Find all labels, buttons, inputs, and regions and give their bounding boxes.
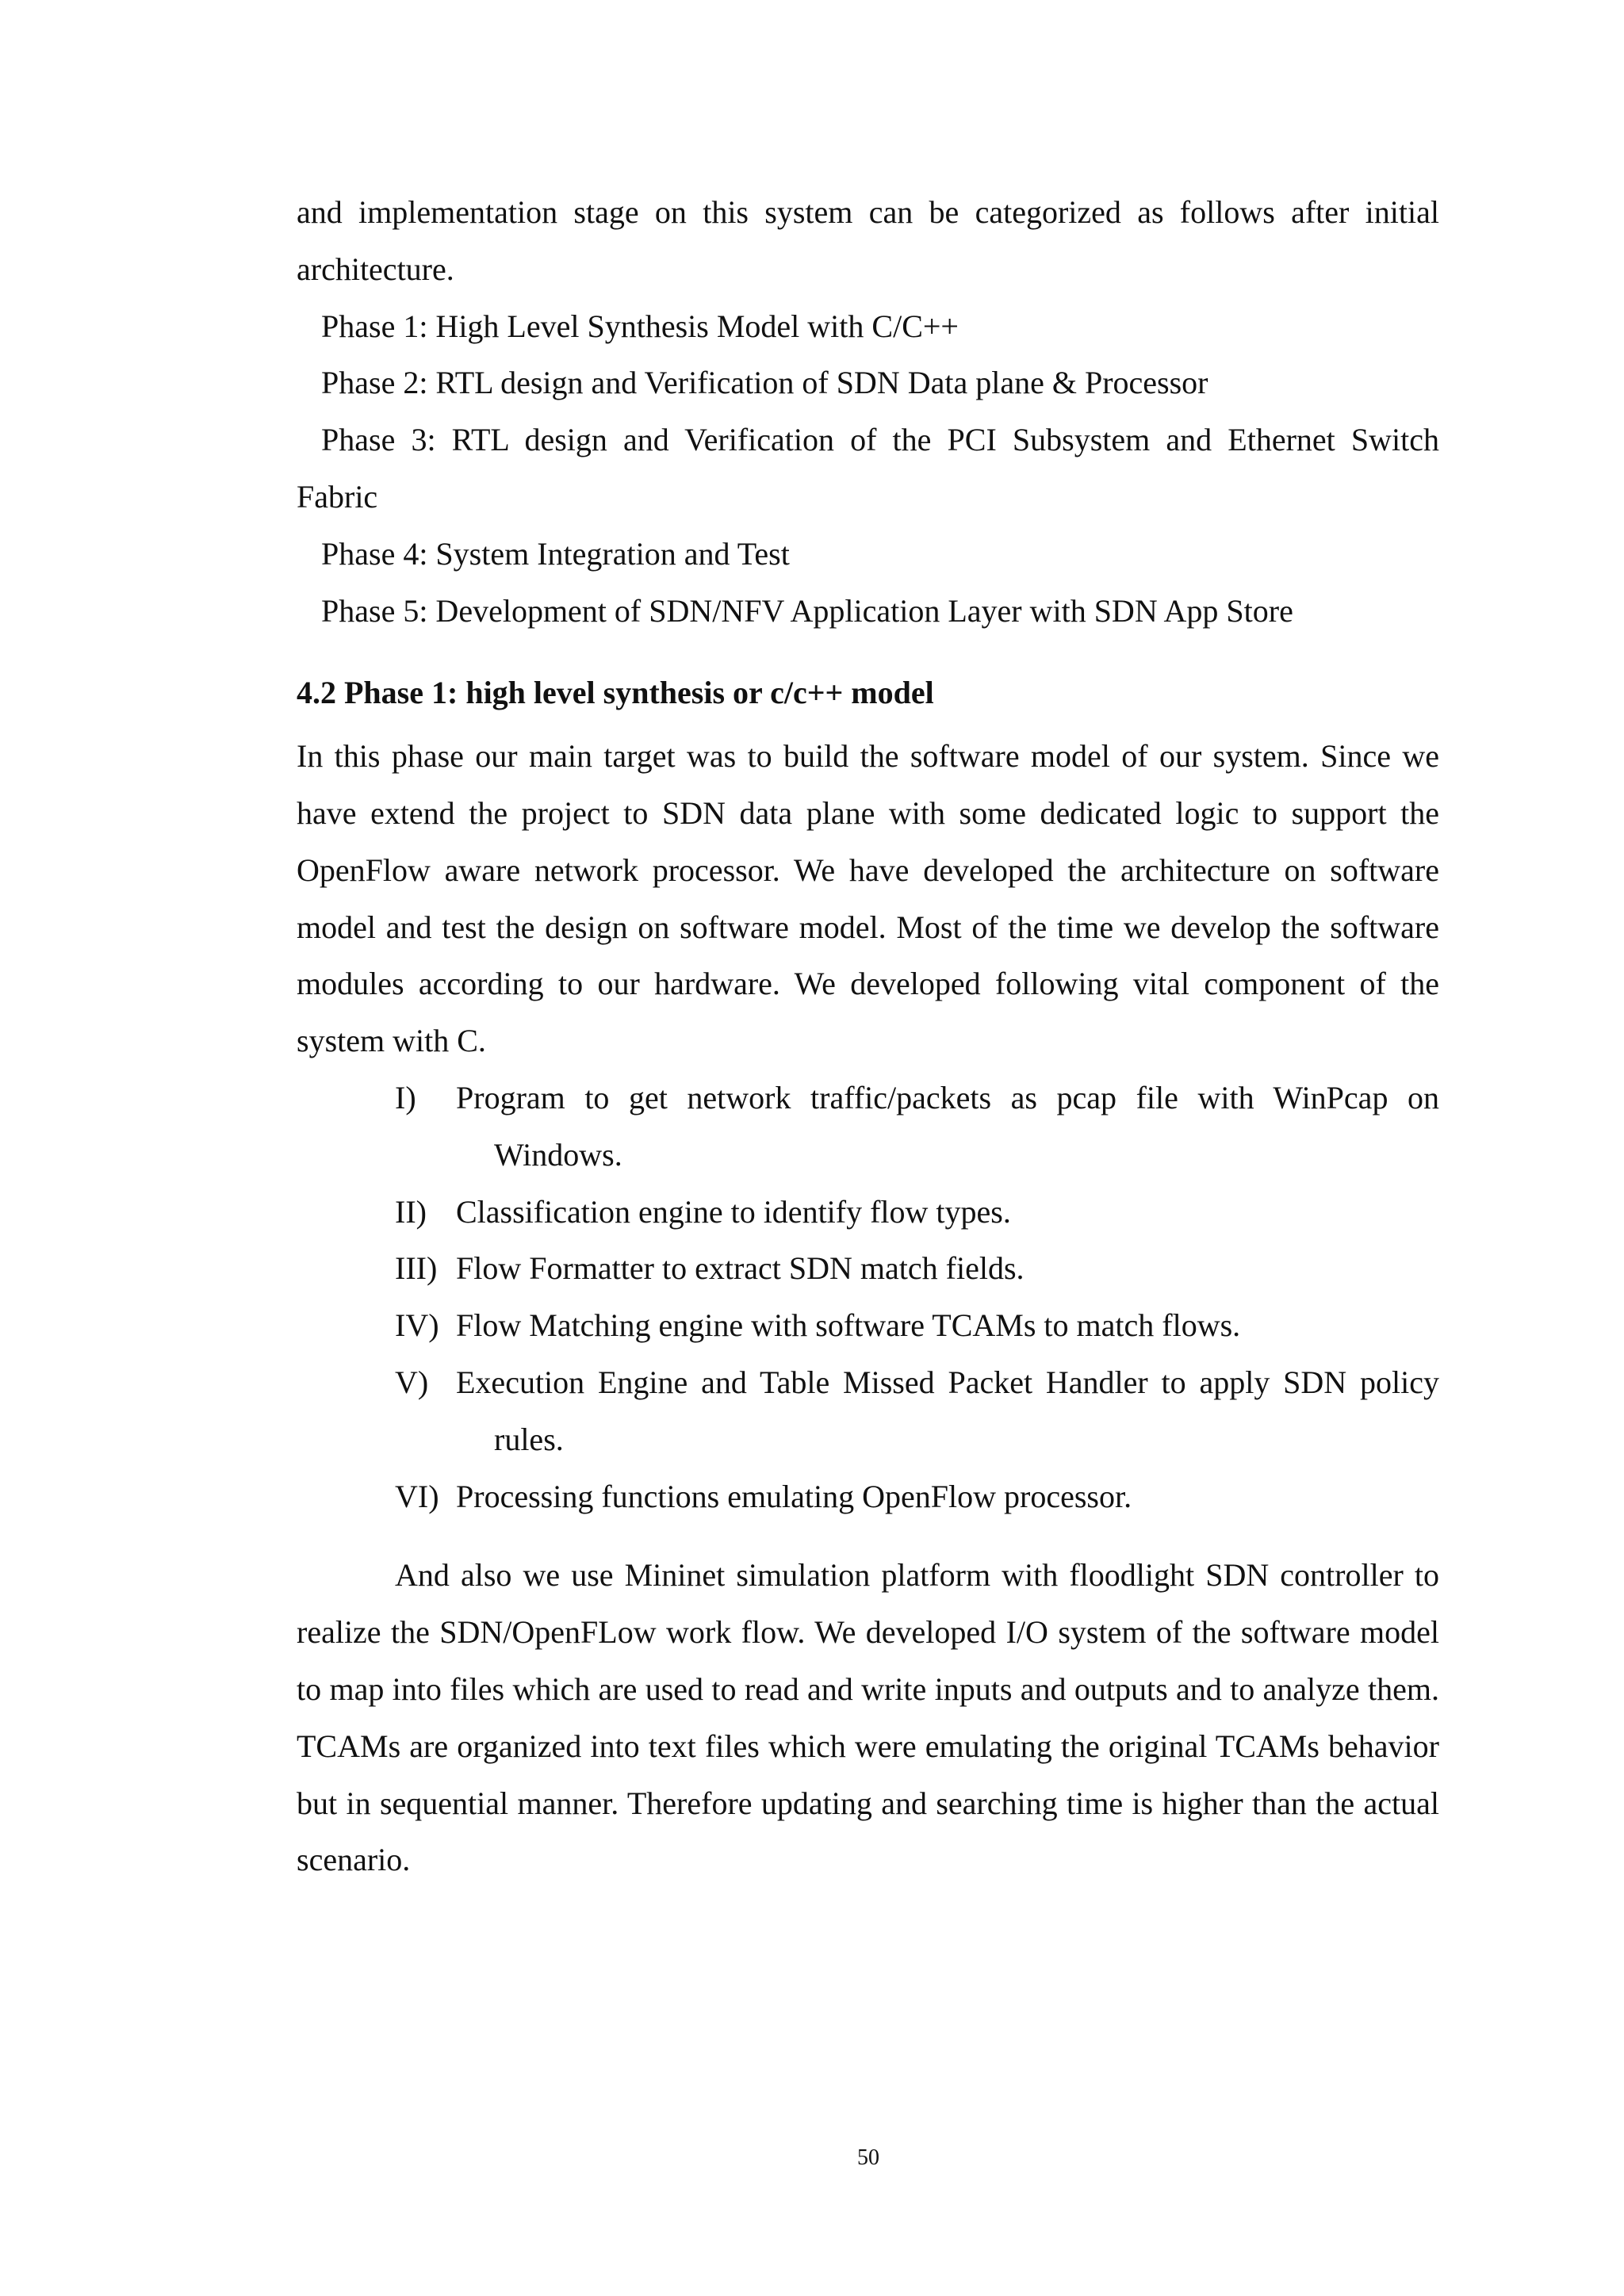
list-item <box>297 1297 1439 1354</box>
phase-1: Phase 1: High Level Synthesis Model with C/C++ <box>321 308 959 344</box>
page-number: 50 <box>857 2145 879 2170</box>
list-item-text: Classification engine to identify flow types. <box>456 1193 1011 1230</box>
intro-line-2: architecture. <box>297 251 454 287</box>
list-item-continuation: rules. <box>494 1421 564 1457</box>
list-item-number: VI) <box>395 1478 439 1514</box>
list-item-number: III) <box>395 1250 438 1287</box>
phase-5: Phase 5: Development of SDN/NFV Application Layer with SDN App Store <box>321 592 1293 629</box>
section-paragraph-2: And also we use Mininet simulation platform with floodlight SDN controller to realize the SDN/OpenFLow work flow. We developed I/O system of the software model to map into files which are used to read and write inputs and outputs and to analyze them. TCAMs are organized into text files which were emulating the original TCAMs behavior but in sequential manner. Therefore updating and searching time is higher than the actual scenario. <box>297 1557 1439 1878</box>
intro-line-1: and implementation stage on this system can be categorized as follows after initial <box>297 194 1439 230</box>
phase-2: Phase 2: RTL design and Verification of SDN Data plane & Processor <box>321 365 1208 401</box>
component-list <box>297 1070 1439 1525</box>
section-heading: 4.2 Phase 1: high level synthesis or c/c++ model <box>297 675 934 711</box>
list-item-text: Processing functions emulating OpenFlow processor. <box>456 1478 1132 1514</box>
phase-4: Phase 4: System Integration and Test <box>321 535 790 572</box>
list-item <box>297 1240 1439 1297</box>
list-item <box>297 1354 1439 1468</box>
list-item <box>297 1184 1439 1241</box>
list-item-text: Program to get network traffic/packets as pcap file with WinPcap on <box>456 1079 1439 1115</box>
list-item-number: IV) <box>395 1307 439 1344</box>
page-content <box>297 184 1439 1888</box>
phase-3: Phase 3: RTL design and Verification of the PCI Subsystem and Ethernet Switch <box>321 422 1439 458</box>
list-item-text: Flow Formatter to extract SDN match fields. <box>456 1250 1025 1287</box>
list-item-number: II) <box>395 1193 427 1230</box>
phase-3-continued: Fabric <box>297 478 378 515</box>
list-item <box>297 1070 1439 1184</box>
section-paragraph-1: In this phase our main target was to build the software model of our system. Since we have extend the project to SDN data plane with some dedicated logic to support the OpenFlow aware network processor. We have developed the architecture on software model and test the design on software model. Most of the time we develop the software modules according to our hardware. We developed following vital component of the system with C. <box>297 738 1439 1059</box>
list-item-text: Execution Engine and Table Missed Packet Handler to apply SDN policy <box>456 1364 1439 1400</box>
list-item-number: V) <box>395 1364 429 1400</box>
list-item-text: Flow Matching engine with software TCAMs to match flows. <box>456 1307 1241 1344</box>
list-item-continuation: Windows. <box>494 1136 622 1173</box>
list-item-number: I) <box>395 1079 416 1115</box>
list-item <box>297 1468 1439 1525</box>
